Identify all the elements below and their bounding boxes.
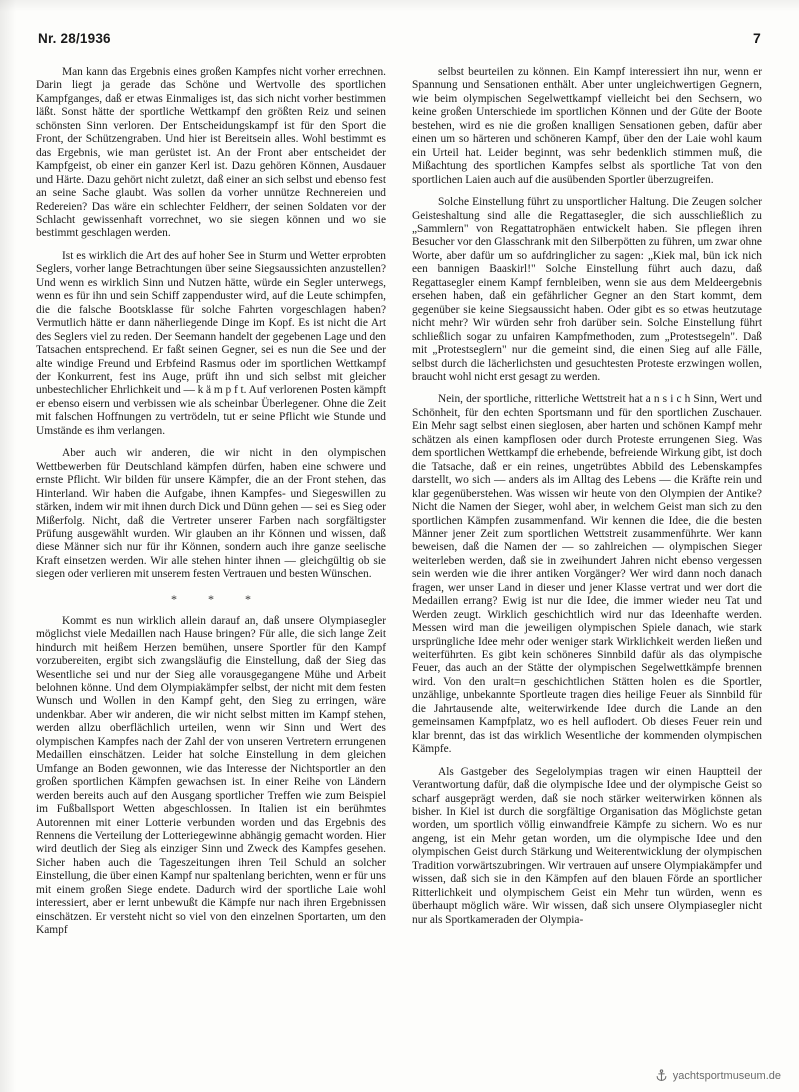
watermark: [655, 1069, 781, 1082]
paragraph: Solche Einstellung führt zu unsportlicher Haltung. Die Zeugen solcher Geisteshaltung sind alle die Regattasegler, die sich ausschließlich zu „Sammlern" von Regattatrophäen entwickelt haben. Sie pflegen ihren Besucher vor den Glasschrank mit den Silberpötten zu führen, um zwar ohne Worte, aber dafür um so aufdringlicher zu sagen: „Kiek mal, bün ick nich een bannigen Baaskirl!" Solche Einstellung führt auch dazu, daß Regattasegler einem Kampf fernbleiben, wenn sie aus dem Meldeergebnis ersehen haben, daß ein gefährlicher Gegner an den Start kommt, dem gegenüber sie keine Siegsaussicht haben. Oder gibt es so etwas heutzutage nicht mehr? Wir würden sehr froh darüber sein. Solche Einstellung führt schließlich sogar zu unfairen Kampfmethoden, zum „Protestsegeln". Daß mit „Protestseglern" nur die gemeint sind, die einen Sieg auf alle Fälle, selbst durch die lächerlichsten und gesuchtesten Proteste erzwingen wollen, braucht wohl nicht erst gesagt zu werden.: [412, 196, 762, 383]
page-header: [36, 30, 763, 46]
column-right: [412, 66, 762, 927]
page-edge-shadow-left: [0, 0, 16, 1092]
page-number: 7: [753, 30, 761, 46]
watermark-text: yachtsportmuseum.de: [672, 1069, 781, 1082]
paragraph: Ist es wirklich die Art des auf hoher See in Sturm und Wetter erprobten Seglers, vorher lange Betrachtungen über seine Siegsaussichten anzustellen? Und wenn es wirklich Sinn und Nutzen hätte, würde ein Segler unterwegs, wenn es für ihn und sein Schiff zappenduster wird, auf die Leute schimpfen, die die falsche Bootsklasse für solche Fahrten vorgeschlagen haben? Vermutlich hätte er dann näherliegende Dinge im Kopf. Es ist nicht die Art des Seglers viel zu reden. Der Seemann handelt der gegebenen Lage und den Tatsachen entsprechend. Er faßt seinen Gegner, sei es nun die See und der alte windige Freund und Erbfeind Rasmus oder im sportlichen Wettkampf der Konkurrent, fest ins Auge, prüft ihn und sich selbst mit gleicher unbestechlicher Ehrlichkeit und — k ä m p f t. Auf verlorenen Posten kämpft er ebenso eisern und verbissen wie als scheinbar Überlegener. Ohne die Zeit mit falschen Hoffnungen zu vertrödeln, tut er seine Pflicht wie Stunde und Umstände es ihm verlangen.: [36, 249, 386, 437]
paragraph: selbst beurteilen zu können. Ein Kampf interessiert ihn nur, wenn er Spannung und Sensationen enthält. Aber unter ungleichwertigen Gegnern, wie beim olympischen Segelwettkampf vielleicht bei den Sechsern, wo keine großen Unterschiede im sportlichen Können und der Güte der Boote bestehen, wird es nie die großen knalligen Sensationen geben, dafür aber einen um so härteren und schöneren Kampf, über den der Laie wohl kaum ein Urteil hat. Leider beginnt, was sehr bedenklich stimmen muß, die Mißachtung des sportlichen Kampfes selbst als sportliche Tat von den sportlichen Laien auch auf die ausübenden Sportler überzugreifen.: [412, 66, 762, 186]
column-left: [36, 66, 386, 938]
paragraph: Aber auch wir anderen, die wir nicht in den olympischen Wettbewerben für Deutschland kämpfen dürfen, haben eine schwere und ernste Pflicht. Wir bilden für unsere Kämpfer, die an der Front stehen, das Hinterland. Wir haben die Aufgabe, ihnen Kampfes- und Siegeswillen zu stärken, indem wir mit ihnen durch Dick und Dünn gehen — sei es Sieg oder Mißerfolg. Nicht, daß die Vertreter unserer Farben nach sorgfältigster Prüfung ausgewählt wurden. Wir glauben an ihr Können und wissen, daß diese Männer sich nur für ihr Können, sondern auch ihre ganze seelische Kraft einsetzen werden. Wir alle stehen hinter ihnen — gleichgültig ob sie siegen oder verlieren mit unserem festen Vertrauen und besten Wünschen.: [36, 447, 386, 581]
article-columns: [36, 66, 763, 938]
section-separator: * * *: [171, 591, 265, 606]
page-content: [36, 30, 763, 1050]
page-edge-shadow-top: [0, 0, 799, 12]
paragraph: Man kann das Ergebnis eines großen Kampfes nicht vorher errechnen. Darin liegt ja gerade das Schöne und Wertvolle des sportlichen Kampfganges, daß er etwas Einmaliges ist, das sich nicht vorher bestimmen läßt. Sonst hätte der sportliche Wettkampf den größten Reiz und seinen schönsten Sinn verloren. Der Entscheidungskampf ist für den Sport die Front, der Schützengraben. Und hier ist Bereitsein alles. Wohl bestimmt es das Ergebnis, wie man gerüstet ist. An der Front aber entscheidet der Kampfgeist, ob einer ein ganzer Kerl ist. Dazu gehören Können, Ausdauer und Härte. Dazu gehört nicht zuletzt, daß einer an sich selbst und ebenso fest an seine Sache glaubt. Was sollen da vorher unnütze Rechnereien und Redereien? Das wäre ein schlechter Feldherr, der seinen Soldaten vor der Schlacht gewissenhaft vorrechnet, wo sie siegen können und wo sie bestimmt geschlagen werden.: [36, 66, 386, 240]
paragraph: Nein, der sportliche, ritterliche Wettstreit hat a n s i c h Sinn, Wert und Schönheit, für den echten Sportsmann und für den sportlichen Zuschauer. Ein Mehr sagt selbst einen sieglosen, aber harten und schönen Kampf mehr schätzen als einen kampflosen oder durch Proteste errungenen Sieg. Was dem sportlichen Wettkampf die erhebende, befreiende Wirkung gibt, ist doch die Tatsache, daß er ein reines, ungetrübtes Abbild des Lebenskampfes darstellt, wo sich — anders als im Alltag des Lebens — die Kräfte rein und klar gegenüberstehen. Was wissen wir heute von den Olympien der Antike? Nicht die Namen der Sieger, wohl aber, in welchem Geist man sich zu den sportlichen Kämpfen zusammenfand. Wir kennen die Idee, die die besten Männer jener Zeit zum sportlichen Wettstreit zusammenführte. Wer kann beweisen, daß die Namen der — so zahlreichen — olympischen Sieger weiterleben werden, daß sie in zweihundert Jahren nicht ebenso vergessen sein werden wie die ihrer antiken Vorgänger? Wer wird dann noch danach fragen, wer unser Land in dieser und jener Klasse vertrat und wer dort die Medaillen errang? Ewig ist nur die Idee, die immer wieder neu Tat und Werden zeugt. Wirklich geschichtlich wird nur das Ideenhafte werden. Messen wird man die jeweiligen olympischen Spiele danach, wie stark ursprüngliche Idee mehr oder weniger stark Wirklichkeit werden ließen und weiterführten. Es gibt kein schöneres Sinnbild dafür als das olympische Feuer, das auch an der Stätte der olympischen Segelwettkämpfe brennen wird. Von den uralt=n geschichtlichen Stätten holen es die Sportler, unzählige, unbekannte Sportleute tragen dies heilige Feuer als Sinnbild für die Jahrtausende alte, weiterwirkende Idee durch die Lande an den gemeinsamen Kampfplatz, wo es hell auflodert. Ob dieses Feuer rein und klar brennt, das ist das wirklich Wesentliche der kommenden olympischen Kämpfe.: [412, 393, 762, 756]
paragraph: Als Gastgeber des Segelolympias tragen wir einen Hauptteil der Verantwortung dafür, daß die olympische Idee und der olympische Geist so scharf ausgeprägt werden, daß sie noch stärker weiterwirken können als bisher. In Kiel ist durch die sorgfältige Organisation das Möglichste getan worden, um sportlich völlig einwandfreie Kämpfe zu sichern. Wo es nur angeng, ist ein Mehr getan worden, um die olympische Idee und den olympischen Geist durch Stärkung und Weiterentwicklung der olympischen Tradition vorwärtszubringen. Wir vertrauen auf unsere Olympiakämpfer und wissen, daß sich sie in den Kämpfen auf den blauen Förde an sportlicher Ritterlichkeit und olympischem Geist ein Mehr tun würden, wenn es überhaupt möglich wäre. Wir wissen, daß sich unsere Olympiasegler nicht nur als Sportkameraden der Olympia-: [412, 765, 762, 926]
paragraph: Kommt es nun wirklich allein darauf an, daß unsere Olympiasegler möglichst viele Medaillen nach Hause bringen? Für alle, die sich lange Zeit hindurch mit heißem Herzen bemühen, unsere Sportler für den Kampf vorzubereiten, ergibt sich zwangsläufig die Einstellung, daß der Sieg das Wesentliche sei und nur der Sieg alle vorausgegangene Mühe und Arbeit belohnen könne. Und dem Olympiakämpfer selbst, der nicht mit dem festen Wunsch und Wollen in den Kampf geht, den Sieg zu erringen, wäre undenkbar. Aber wir anderen, die wir nicht selbst mitten im Kampf stehen, werden allzu oberflächlich urteilen, wenn wir Sinn und Wert des olympischen Kampfes nach der Zahl der von unseren Vertretern errungenen Medaillen einschätzen. Leider hat solche Einstellung in dem gleichen Umfange an Boden gewonnen, wie das Interesse der Nichtsportler an den großen sportlichen Kämpfen gewachsen ist. In einer Reihe von Ländern werden bereits auch auf den Ausgang sportlicher Treffen wie zum Beispiel im Fußballsport Wetten abgeschlossen. In Italien ist ein berühmtes Autorennen mit einer Lotterie verbunden worden und das Ergebnis des Rennens die Verteilung der Lotteriegewinne abhängig gemacht worden. Hier wird deutlich der Sieg als einziger Sinn und Zweck des Kampfes gesehen. Sicher haben auch die Tageszeitungen ihren Teil Schuld an solcher Einstellung, die über einen Kampf nur spaltenlang berichten, wenn er für uns mit einem großen Siege endete. Dadurch wird der sportliche Laie wohl interessiert, aber er lernt unbewußt die Kämpfe nur nach ihren Ergebnissen einschätzen. Er versteht nicht so viel von den einzelnen Sportarten, um den Kampf: [36, 614, 386, 937]
anchor-icon: [655, 1069, 668, 1082]
issue-number: Nr. 28/1936: [38, 31, 111, 46]
